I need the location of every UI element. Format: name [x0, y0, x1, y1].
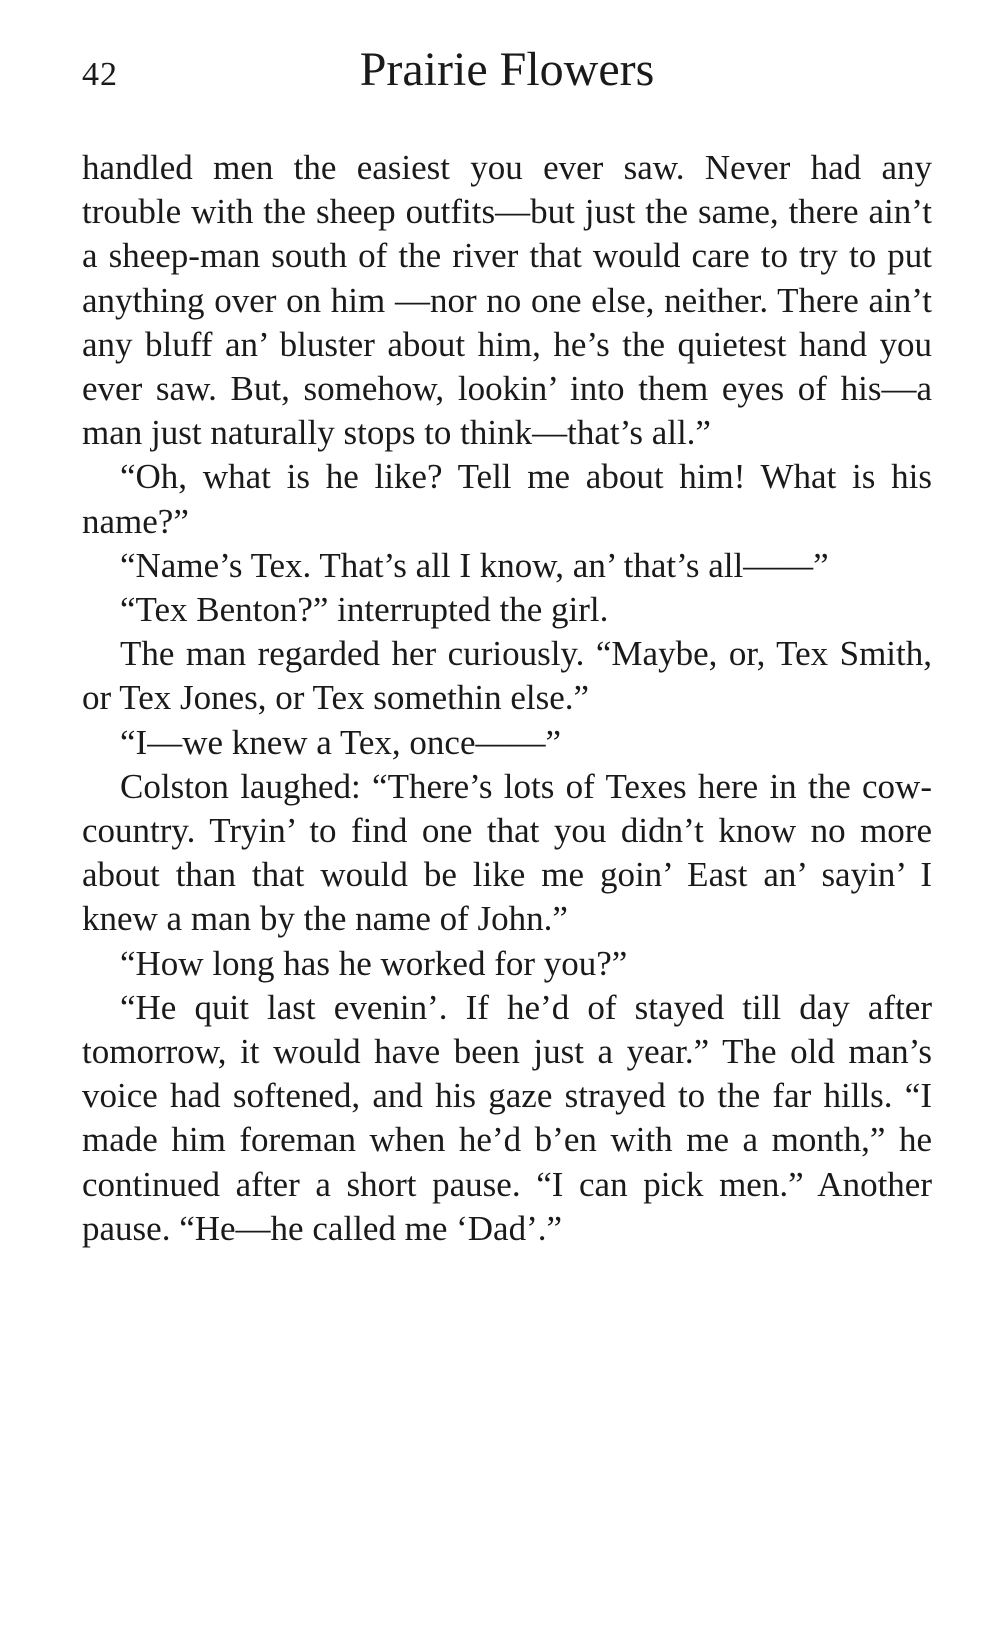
paragraph: “Tex Benton?” interrupted the girl.	[120, 590, 609, 630]
paragraph: “He quit last evenin’. If he’d of stayed till day after tomorrow, it would have been just a year.” The old man’s voice had softened, and his gaze strayed to the far hills. “I made him foreman when he’d b’en with me a month,” he continued after a short pause. “I can pick men.” Another pause. “He—he called me ‘Dad’.”	[82, 987, 932, 1248]
paragraph: “Name’s Tex. That’s all I know, an’ that’s all——”	[120, 545, 829, 585]
page-header	[82, 42, 932, 112]
paragraph: “Oh, what is he like? Tell me about him! What is his name?”	[82, 457, 932, 541]
body-text	[82, 146, 932, 1251]
paragraph: Colston laughed: “There’s lots of Texes here in the cow-country. Tryin’ to find one that you didn’t know no more about than that would be like me goin’ East an’ sayin’ I knew a man by the name of John.”	[82, 766, 932, 939]
paragraph: “How long has he worked for you?”	[120, 943, 628, 983]
running-title: Prairie Flowers	[359, 43, 655, 96]
page-number: 42	[82, 56, 118, 93]
paragraph: The man regarded her curiously. “Maybe, or, Tex Smith, or Tex Jones, or Tex somethin else.”	[82, 634, 932, 718]
paragraph: “I—we knew a Tex, once——”	[120, 722, 562, 762]
paragraph-continuation: handled men the easiest you ever saw. Never had any trouble with the sheep outfits—but just the same, there ain’t a sheep-man south of the river that would care to try to put anything over on him —nor no one else, neither. There ain’t any bluff an’ bluster about him, he’s the quietest hand you ever saw. But, somehow, lookin’ into them eyes of his—a man just naturally stops to think—that’s all.”	[82, 148, 932, 453]
